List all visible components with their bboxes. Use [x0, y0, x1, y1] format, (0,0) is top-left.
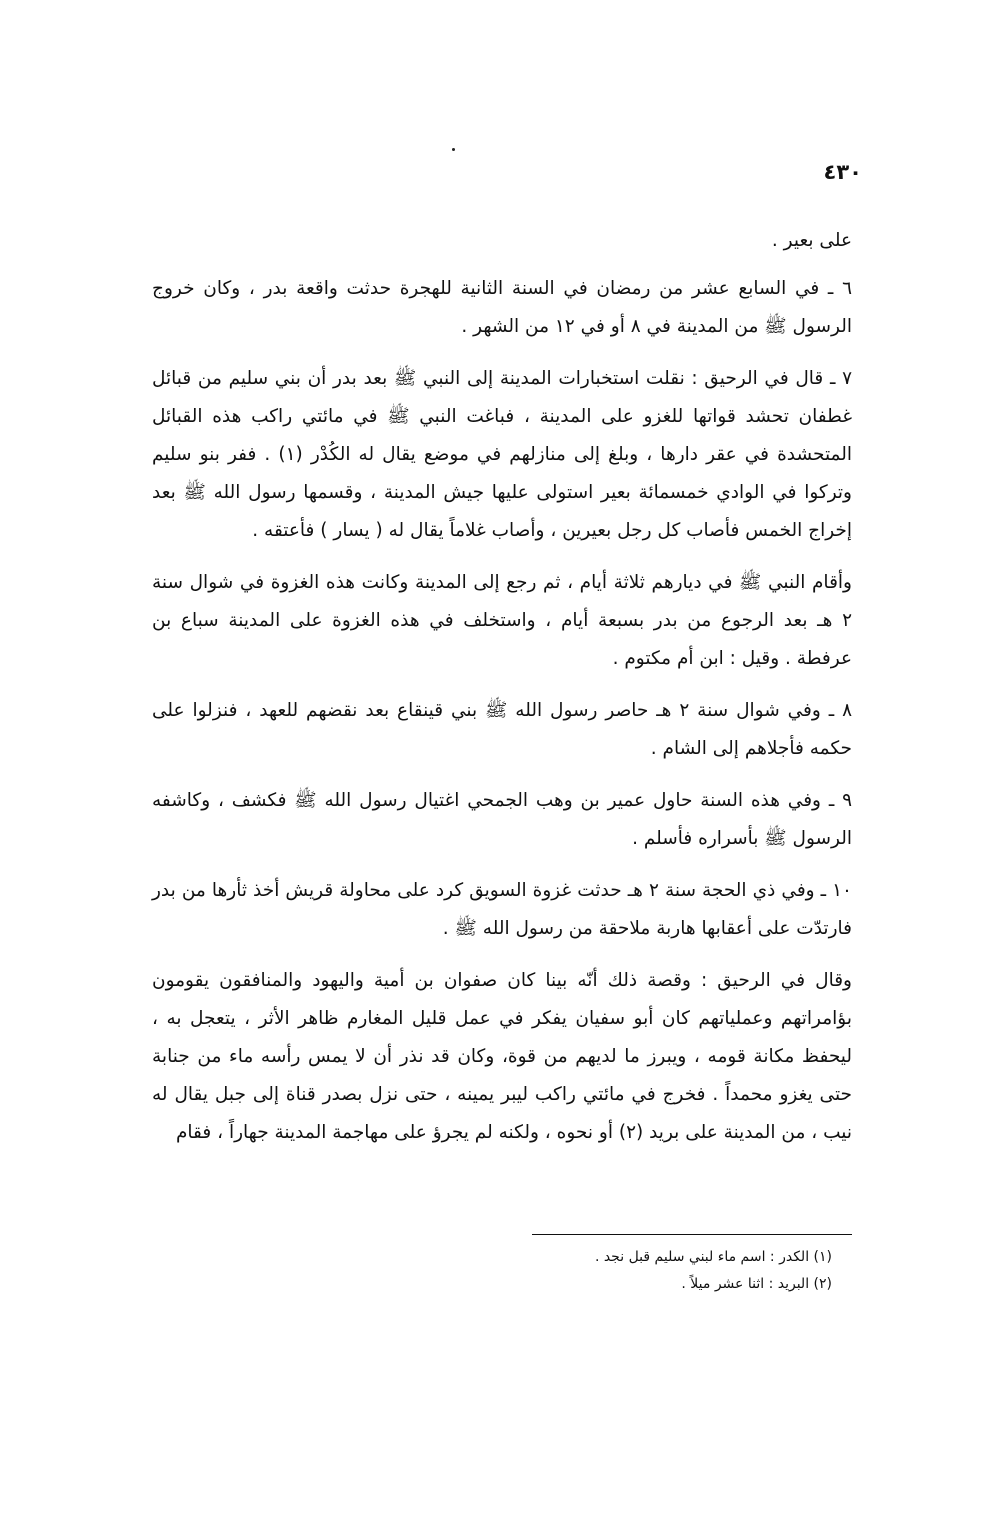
paragraph-item-6: ٦ ـ في السابع عشر من رمضان في السنة الثانية للهجرة حدثت واقعة بدر ، وكان خروج الرسول ﷺ من المدينة في ٨ أو في ١٢ من الشهر .	[152, 278, 852, 337]
footnote-divider	[532, 1234, 852, 1235]
paragraph-rahiq-quote: وقال في الرحيق : وقصة ذلك أنّه بينا كان صفوان بن أمية واليهود والمنافقون يقومون بؤامراتهم وعملياتهم كان أبو سفيان يفكر في عمل قليل المغارم ظاهر الأثر ، يتعجل به ، ليحفظ مكانة قومه ، ويبرز ما لديهم من قوة، وكان قد نذر أن لا يمس رأسه ماء من جنابة حتى يغزو محمداً . فخرج في مائتي راكب ليبر يمينه ، حتى نزل بصدر قناة إلى جبل يقال له نيب ، من المدينة على بريد (٢) أو نحوه ، ولكنه لم يجرؤ على مهاجمة المدينة جهاراً ، فقام	[152, 970, 852, 1143]
paragraph-item-7-continued: وأقام النبي ﷺ في ديارهم ثلاثة أيام ، ثم رجع إلى المدينة وكانت هذه الغزوة في شوال سنة ٢ هـ بعد الرجوع من بدر بسبعة أيام ، واستخلف في هذه الغزوة على المدينة سباع بن عرفطة . وقيل : ابن أم مكتوم .	[152, 572, 852, 669]
footnote-2: (٢) البريد : اثنا عشر ميلاً .	[681, 1276, 832, 1292]
paragraph-item-10: ١٠ ـ وفي ذي الحجة سنة ٢ هـ حدثت غزوة السويق كرد على محاولة قريش أخذ ثأرها من بدر فارتدّت على أعقابها هاربة ملاحقة من رسول الله ﷺ .	[152, 880, 852, 939]
scan-speck	[452, 148, 455, 151]
footnote-1: (١) الكدر : اسم ماء لبني سليم قبل نجد .	[594, 1249, 832, 1265]
footnotes	[192, 1244, 832, 1298]
page-number: ٤٣٠	[823, 160, 862, 184]
paragraph-item-9: ٩ ـ وفي هذه السنة حاول عمير بن وهب الجمحي اغتيال رسول الله ﷺ فكشف ، وكاشفه الرسول ﷺ بأسراره فأسلم .	[152, 790, 852, 849]
paragraph-item-8: ٨ ـ وفي شوال سنة ٢ هـ حاصر رسول الله ﷺ بني قينقاع بعد نقضهم للعهد ، فنزلوا على حكمه فأجلاهم إلى الشام .	[152, 700, 852, 759]
body-text	[152, 222, 852, 1166]
paragraph-continuation: على بعير .	[771, 230, 852, 251]
paragraph-item-7: ٧ ـ قال في الرحيق : نقلت استخبارات المدينة إلى النبي ﷺ بعد بدر أن بني سليم من قبائل غطفان تحشد قواتها للغزو على المدينة ، فباغت النبي ﷺ في مائتي راكب هذه القبائل المتحشدة في عقر دارها ، وبلغ إلى منازلهم في موضع يقال له الكُدْر (١) . ففر بنو سليم وتركوا في الوادي خمسمائة بعير استولى عليها جيش المدينة ، وقسمها رسول الله ﷺ بعد إخراج الخمس فأصاب كل رجل بعيرين ، وأصاب غلاماً يقال له ( يسار ) فأعتقه .	[152, 368, 852, 541]
